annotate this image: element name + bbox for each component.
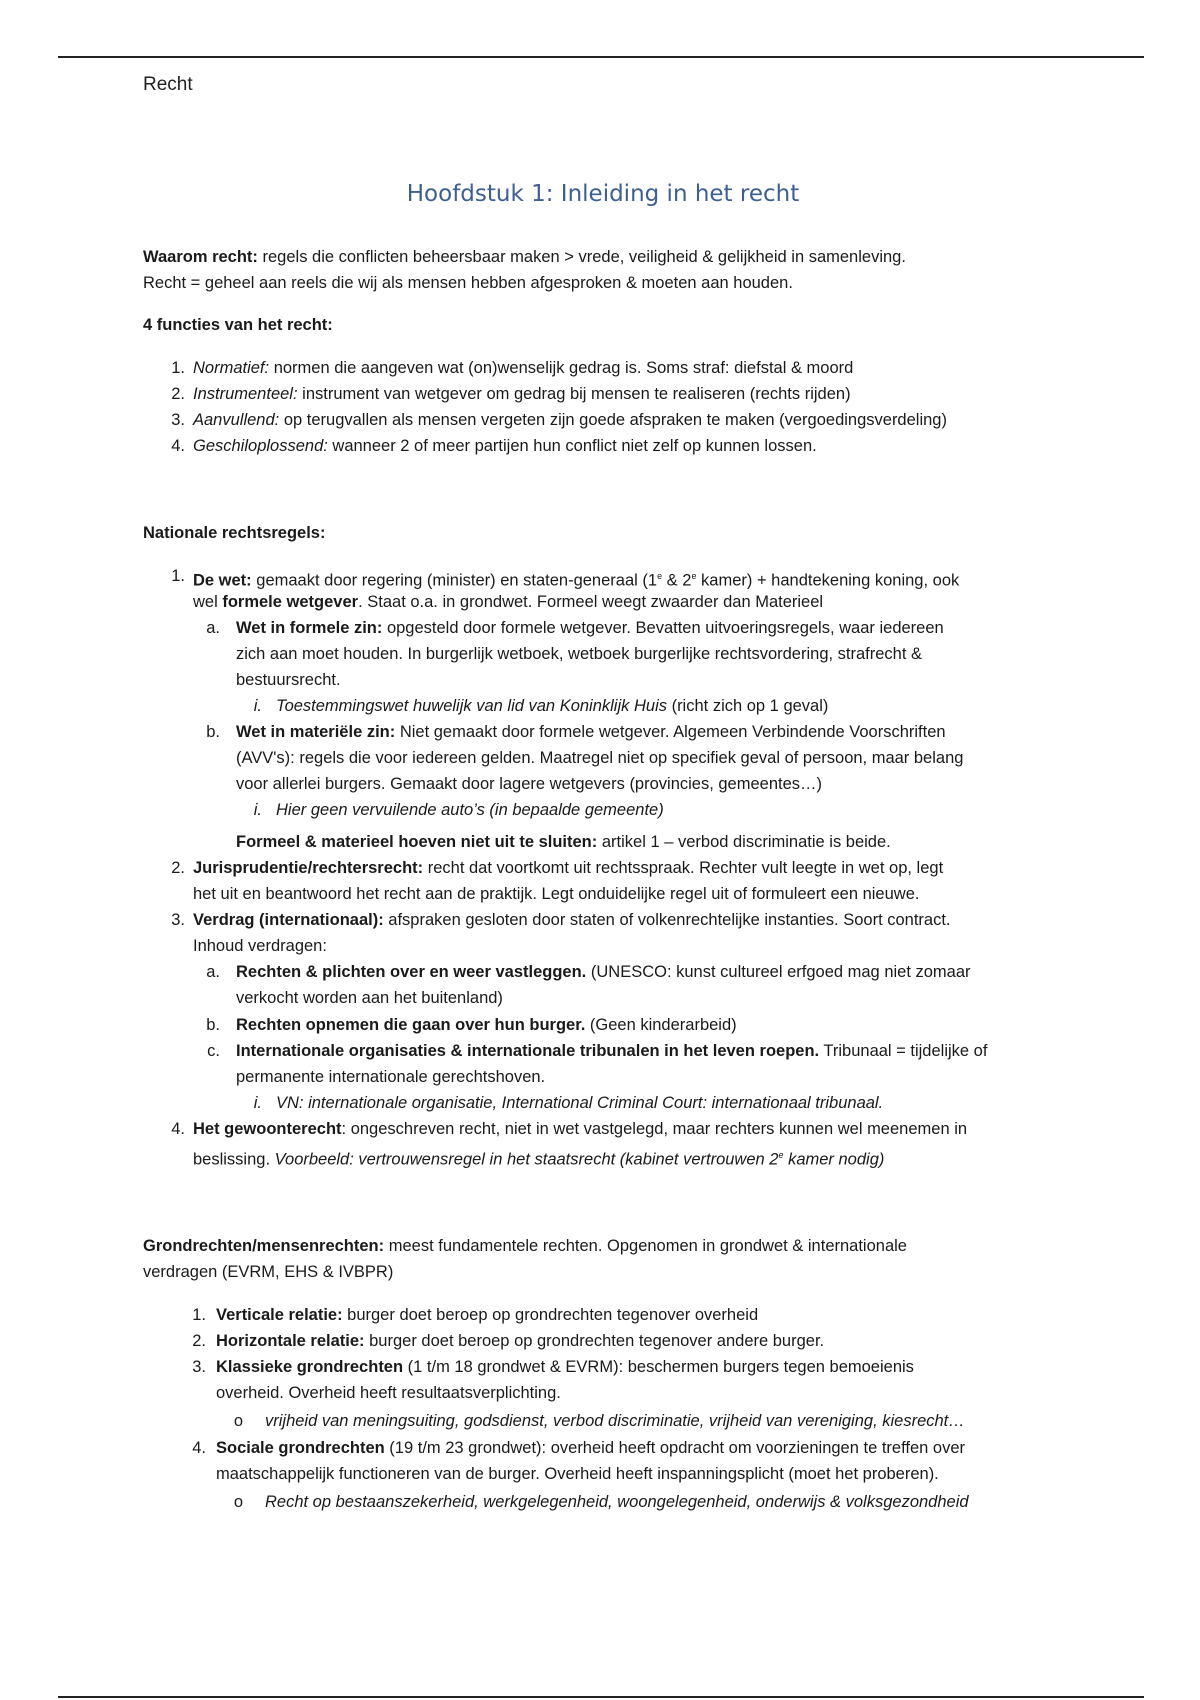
list-item: a. Rechten & plichten over en weer vastleggen. (UNESCO: kunst cultureel erfgoed mag niet zomaar — [206, 963, 971, 981]
klassiek-line-2: overheid. Overheid heeft resultaatsverplichting. — [216, 1384, 561, 1402]
list-item: b. Wet in materiële zin: Niet gemaakt door formele wetgever. Algemeen Verbindende Voorschriften — [206, 723, 946, 741]
page-title: Hoofdstuk 1: Inleiding in het recht — [406, 181, 800, 208]
list-item: i. Hier geen vervuilende auto’s (in bepaalde gemeente) — [253, 801, 664, 819]
verdrag-a-line-2: verkocht worden aan het buitenland) — [236, 989, 503, 1007]
wet-b-line-3: voor allerlei burgers. Gemaakt door lagere wetgevers (provincies, gemeentes…) — [236, 775, 823, 793]
juris-line-2: het uit en beantwoord het recht aan de praktijk. Legt onduidelijke regel uit of formuleert een nieuwe. — [193, 885, 920, 903]
top-rule — [58, 56, 1144, 58]
verdrag-c-line-2: permanente internationale gerechtshoven. — [236, 1068, 546, 1086]
list-item: 4. Sociale grondrechten (19 t/m 23 grondwet): overheid heeft opdracht om voorzieningen te treffen over — [192, 1439, 965, 1457]
list-item: o vrijheid van meningsuiting, godsdienst, verbod discriminatie, vrijheid van vereniging, kiesrecht… — [265, 1408, 965, 1434]
list-item: 1. Verticale relatie: burger doet beroep op grondrechten tegenover overheid — [192, 1306, 759, 1324]
sociaal-line-2: maatschappelijk functioneren van de burger. Overheid heeft inspanningsplicht (moet het proberen). — [216, 1465, 939, 1483]
wet-a-line-2: zich aan moet houden. In burgerlijk wetboek, wetboek burgerlijke rechtsvordering, strafrecht & — [236, 645, 923, 663]
list-item: o Recht op bestaanszekerheid, werkgelegenheid, woongelegenheid, onderwijs & volksgezondheid — [265, 1489, 969, 1515]
nationaal-heading: Nationale rechtsregels: — [143, 524, 326, 542]
list-item: b. Rechten opnemen die gaan over hun burger. (Geen kinderarbeid) — [206, 1016, 737, 1034]
formeel-materieel-note: Formeel & materieel hoeven niet uit te sluiten: artikel 1 – verbod discriminatie is beide. — [236, 833, 891, 851]
list-item: 2. Horizontale relatie: burger doet beroep op grondrechten tegenover andere burger. — [192, 1332, 825, 1350]
list-item: 1. De wet: gemaakt door regering (minister) en staten-generaal (1e & 2e kamer) + handtekening koning, ook — [171, 567, 960, 590]
bullet-icon: o — [233, 1493, 243, 1511]
intro-line-1: Waarom recht: regels die conflicten beheersbaar maken > vrede, veiligheid & gelijkheid in samenleving. — [143, 248, 906, 266]
list-item: i. VN: internationale organisatie, International Criminal Court: internationaal tribunaal. — [253, 1094, 884, 1112]
grondrechten-line-1: Grondrechten/mensenrechten: meest fundamentele rechten. Opgenomen in grondwet & internationale — [143, 1237, 907, 1255]
list-item: 4. Het gewoonterecht: ongeschreven recht, niet in wet vastgelegd, maar rechters kunnen wel meenemen in — [171, 1120, 968, 1138]
page-header: Recht — [143, 74, 193, 95]
bullet-icon: o — [233, 1412, 243, 1430]
wet-a-line-3: bestuursrecht. — [236, 671, 341, 689]
list-item: c. Internationale organisaties & internationale tribunalen in het leven roepen. Tribunaal = tijdelijke of — [207, 1042, 988, 1060]
gewoonte-line-2: beslissing. Voorbeeld: vertrouwensregel in het staatsrecht (kabinet vertrouwen 2e kamer nodig) — [193, 1150, 885, 1169]
intro-line-2: Recht = geheel aan reels die wij als mensen hebben afgesproken & moeten aan houden. — [143, 274, 793, 292]
list-item: 2. Jurisprudentie/rechtersrecht: recht dat voortkomt uit rechtsspraak. Rechter vult leegte in wet op, legt — [171, 859, 944, 877]
list-item: 3. Klassieke grondrechten (1 t/m 18 grondwet & EVRM): beschermen burgers tegen bemoeienis — [192, 1358, 914, 1376]
list-item: 3. Verdrag (internationaal): afspraken gesloten door staten of volkenrechtelijke instanties. Soort contract. — [171, 911, 951, 929]
wet-line-2: wel formele wetgever. Staat o.a. in grondwet. Formeel weegt zwaarder dan Materieel — [193, 593, 824, 611]
grondrechten-line-2: verdragen (EVRM, EHS & IVBPR) — [143, 1263, 394, 1281]
list-item: 2. Instrumenteel: instrument van wetgever om gedrag bij mensen te realiseren (rechts rijden) — [171, 385, 851, 403]
wet-b-line-2: (AVV's): regels die voor iedereen gelden. Maatregel niet op specifiek geval of persoon, maar belang — [236, 749, 964, 767]
list-item: 4. Geschiloplossend: wanneer 2 of meer partijen hun conflict niet zelf op kunnen lossen. — [171, 437, 817, 455]
list-item: i. Toestemmingswet huwelijk van lid van Koninklijk Huis (richt zich op 1 geval) — [253, 697, 829, 715]
functies-heading: 4 functies van het recht: — [143, 316, 333, 334]
list-item: a. Wet in formele zin: opgesteld door formele wetgever. Bevatten uitvoeringsregels, waar iedereen — [206, 619, 944, 637]
list-item: 3. Aanvullend: op terugvallen als mensen vergeten zijn goede afspraken te maken (vergoedingsverdeling) — [171, 411, 947, 429]
bottom-rule — [58, 1696, 1144, 1698]
list-item: 1. Normatief: normen die aangeven wat (on)wenselijk gedrag is. Soms straf: diefstal & moord — [171, 359, 854, 377]
verdrag-line-2: Inhoud verdragen: — [193, 937, 327, 955]
